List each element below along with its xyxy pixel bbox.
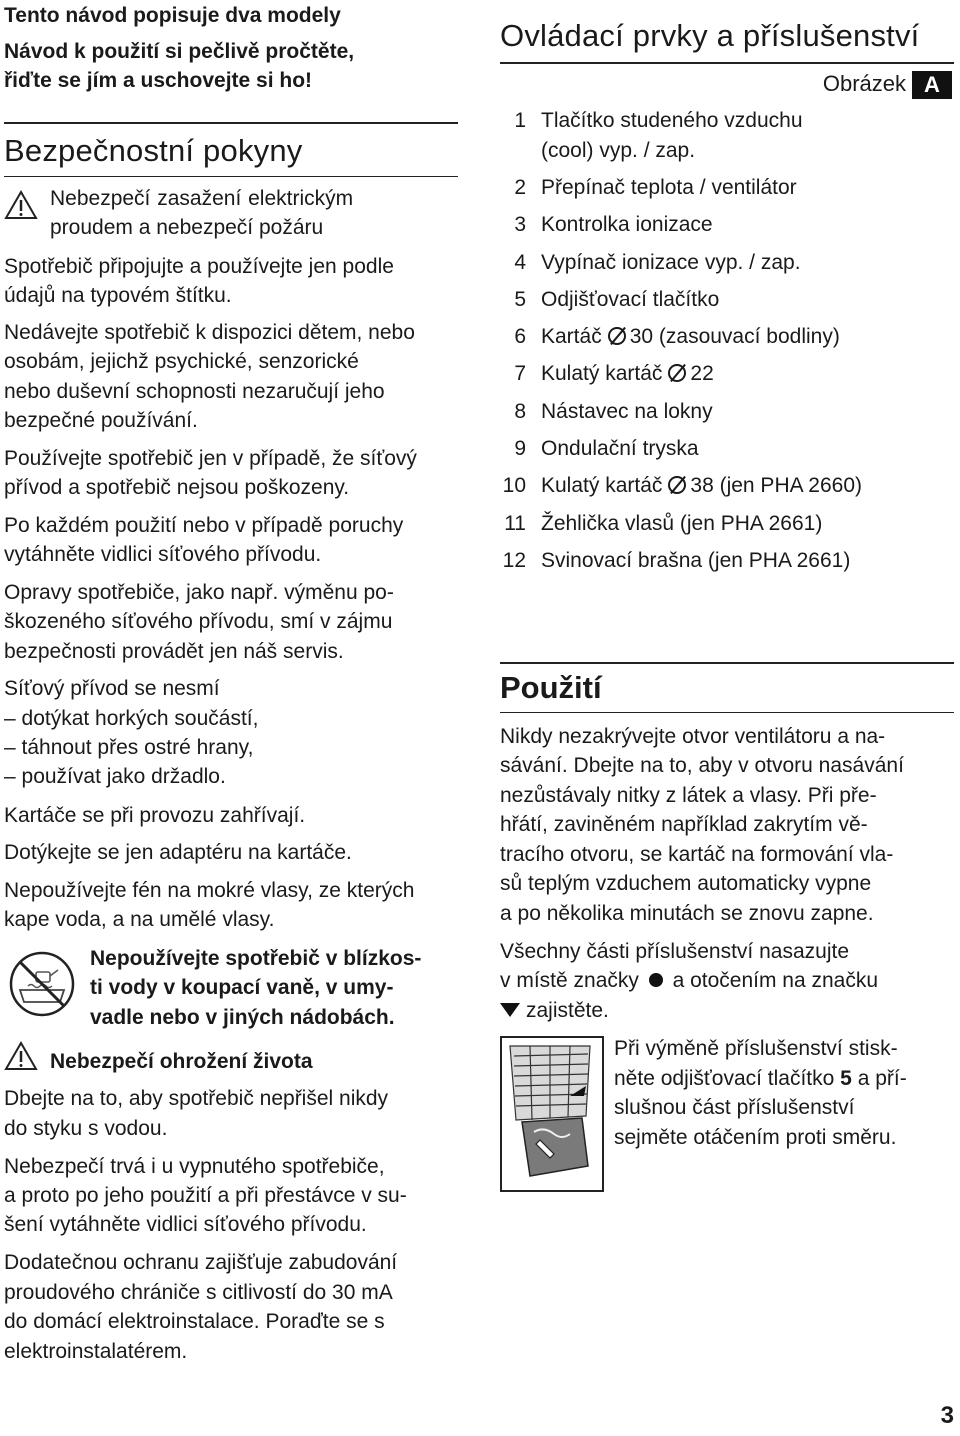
paragraph-line: nezůstávaly nitky z látek a vlasy. Při pře- xyxy=(500,784,877,807)
item-text-part: 22 xyxy=(690,362,714,385)
safety-heading: Bezpečnostní pokyny xyxy=(4,133,303,168)
paragraph-line: Všechny části příslušenství nasazujte xyxy=(500,940,850,963)
section-rule xyxy=(500,62,954,64)
paragraph-line: bezpečné používání. xyxy=(4,409,198,432)
water-warning-line-1: Nepoužívejte spotřebič v blízkos- xyxy=(90,947,422,970)
section-rule xyxy=(4,176,458,177)
paragraph-line: Po každém použití nebo v případě poruchy xyxy=(4,514,404,537)
text-part: a pří- xyxy=(857,1067,907,1090)
paragraph-line: Dodatečnou ochranu zajišťuje zabudování xyxy=(4,1251,398,1274)
item-text xyxy=(541,471,951,501)
paragraph-line: bezpečnosti provádět jen náš servis. xyxy=(4,640,344,663)
item-text xyxy=(541,322,951,352)
text-part: a otočením na značku xyxy=(672,969,879,992)
dot-mark-icon xyxy=(649,973,663,987)
item-text: Odjišťovací tlačítko xyxy=(541,288,720,311)
figure-letter-badge: A xyxy=(912,71,952,99)
item-text-part: Kartáč xyxy=(541,325,602,348)
diameter-icon xyxy=(668,364,686,382)
paragraph-line: Při výměně příslušenství stisk- xyxy=(614,1037,898,1060)
warning-triangle-icon xyxy=(4,1041,38,1071)
item-text xyxy=(541,359,951,389)
item-number: 1 xyxy=(514,109,526,132)
paragraph-line: Kartáče se při provozu zahřívají. xyxy=(4,804,306,827)
item-text: Přepínač teplota / ventilátor xyxy=(541,176,797,199)
section-rule xyxy=(500,712,954,713)
paragraph-line: šení vytáhněte vidlici síťového přívodu. xyxy=(4,1213,367,1236)
text-part: zajistěte. xyxy=(526,999,609,1022)
item-text: Žehlička vlasů (jen PHA 2661) xyxy=(541,512,823,535)
water-warning-line-2: ti vody v koupací vaně, v umy- xyxy=(90,976,394,999)
list-item: – táhnout přes ostré hrany, xyxy=(4,736,254,759)
paragraph-line: Dotýkejte se jen adaptéru na kartáče. xyxy=(4,841,352,864)
paragraph-line: Nikdy nezakrývejte otvor ventilátoru a na- xyxy=(500,725,886,748)
paragraph-line: osobám, jejichž psychické, senzorické xyxy=(4,350,359,373)
item-text-part: Kulatý kartáč xyxy=(541,474,663,497)
figure-label: Obrázek xyxy=(822,71,906,96)
paragraph-line: do domácí elektroinstalace. Poraďte se s xyxy=(4,1310,385,1333)
item-number: 6 xyxy=(514,325,526,348)
item-number: 12 xyxy=(502,549,526,572)
paragraph-line: sávání. Dbejte na to, aby v otvoru nasávání xyxy=(500,754,904,777)
item-number: 3 xyxy=(514,213,526,236)
item-number: 10 xyxy=(502,474,526,497)
paragraph-line: proudového chrániče s citlivostí do 30 mA xyxy=(4,1281,393,1304)
list-item: – používat jako držadlo. xyxy=(4,765,226,788)
diameter-icon xyxy=(608,327,626,345)
paragraph-line: přívod a spotřebič nejsou poškozeny. xyxy=(4,476,350,499)
triangle-mark-icon xyxy=(500,1002,520,1018)
item-number: 7 xyxy=(514,362,526,385)
item-text-part: 38 (jen PHA 2660) xyxy=(690,474,862,497)
text-part-bold: 5 xyxy=(840,1067,852,1090)
paragraph-line: tracího otvoru, se kartáč na formování vla- xyxy=(500,843,894,866)
item-text: Ondulační tryska xyxy=(541,437,699,460)
paragraph-line: sejměte otáčením proti směru. xyxy=(614,1126,897,1149)
list-item: – dotýkat horkých součástí, xyxy=(4,707,259,730)
page-number: 3 xyxy=(940,1402,954,1429)
paragraph-line xyxy=(500,966,878,996)
paragraph-line: slušnou část příslušenství xyxy=(614,1096,855,1119)
paragraph-line: Opravy spotřebiče, jako např. výměnu po- xyxy=(4,581,394,604)
item-number: 9 xyxy=(514,437,526,460)
paragraph-line: Používejte spotřebič jen v případě, že síťový xyxy=(4,447,417,470)
warning-triangle-icon xyxy=(4,190,38,220)
paragraph-line: Síťový přívod se nesmí xyxy=(4,677,220,700)
item-number: 11 xyxy=(504,512,526,535)
section-rule xyxy=(500,662,954,664)
item-number: 5 xyxy=(514,288,526,311)
item-text: (cool) vyp. / zap. xyxy=(541,139,696,162)
paragraph-line: hřátí, zaviněném například zakrytím vě- xyxy=(500,813,868,836)
paragraph-line xyxy=(500,996,609,1026)
item-number: 8 xyxy=(514,400,526,423)
item-number: 4 xyxy=(514,251,526,274)
section-rule xyxy=(4,122,458,124)
paragraph-line: nebo duševní schopnosti nezaručují jeho xyxy=(4,380,385,403)
item-text: Tlačítko studeného vzduchu xyxy=(541,109,803,132)
paragraph-line: Nepoužívejte fén na mokré vlasy, ze kterých xyxy=(4,879,415,902)
warning-electric-line-1: Nebezpečí zasažení elektrickým xyxy=(50,187,354,210)
paragraph-line: a proto po jeho použití a při přestávce v su- xyxy=(4,1184,407,1207)
paragraph-line: Nebezpečí trvá i u vypnutého spotřebiče, xyxy=(4,1155,385,1178)
item-text: Vypínač ionizace vyp. / zap. xyxy=(541,251,801,274)
item-text-part: 30 (zasouvací bodliny) xyxy=(629,325,840,348)
paragraph-line: elektroinstalatérem. xyxy=(4,1340,188,1363)
use-heading: Použití xyxy=(500,670,602,705)
controls-heading: Ovládací prvky a příslušenství xyxy=(500,18,920,53)
paragraph-line: škozeného síťového přívodu, smí v zájmu xyxy=(4,610,393,633)
paragraph-line: vytáhněte vidlici síťového přívodu. xyxy=(4,543,322,566)
figure-reference xyxy=(823,70,952,99)
paragraph-line: Dbejte na to, aby spotřebič nepřišel nikdy xyxy=(4,1087,389,1110)
accessory-release-illustration xyxy=(500,1036,604,1192)
item-text-part: Kulatý kartáč xyxy=(541,362,663,385)
paragraph-line: Spotřebič připojujte a používejte jen podle xyxy=(4,255,394,278)
intro-line-1: Tento návod popisuje dva modely xyxy=(4,4,341,27)
item-text: Svinovací brašna (jen PHA 2661) xyxy=(541,549,851,572)
diameter-icon xyxy=(668,476,686,494)
warning-life-danger: Nebezpečí ohrožení života xyxy=(50,1050,313,1073)
paragraph-line: Nedávejte spotřebič k dispozici dětem, nebo xyxy=(4,321,415,344)
paragraph-line: kape voda, a na umělé vlasy. xyxy=(4,908,275,931)
warning-electric-line-2: proudem a nebezpečí požáru xyxy=(50,216,324,239)
text-part: v místě značky xyxy=(500,969,639,992)
item-text: Nástavec na lokny xyxy=(541,400,713,423)
no-water-bath-icon xyxy=(6,950,78,1018)
intro-line-3: řiďte se jím a uschovejte si ho! xyxy=(4,69,313,92)
paragraph-line: sů teplým vzduchem automaticky vypne xyxy=(500,872,872,895)
item-number: 2 xyxy=(514,176,526,199)
intro-line-2: Návod k použití si pečlivě pročtěte, xyxy=(4,40,355,63)
paragraph-line xyxy=(614,1064,907,1094)
item-text: Kontrolka ionizace xyxy=(541,213,713,236)
water-warning-line-3: vadle nebo v jiných nádobách. xyxy=(90,1006,395,1029)
paragraph-line: do styku s vodou. xyxy=(4,1117,168,1140)
paragraph-line: údajů na typovém štítku. xyxy=(4,284,232,307)
paragraph-line: a po několika minutách se znovu zapne. xyxy=(500,902,874,925)
text-part: něte odjišťovací tlačítko xyxy=(614,1067,835,1090)
